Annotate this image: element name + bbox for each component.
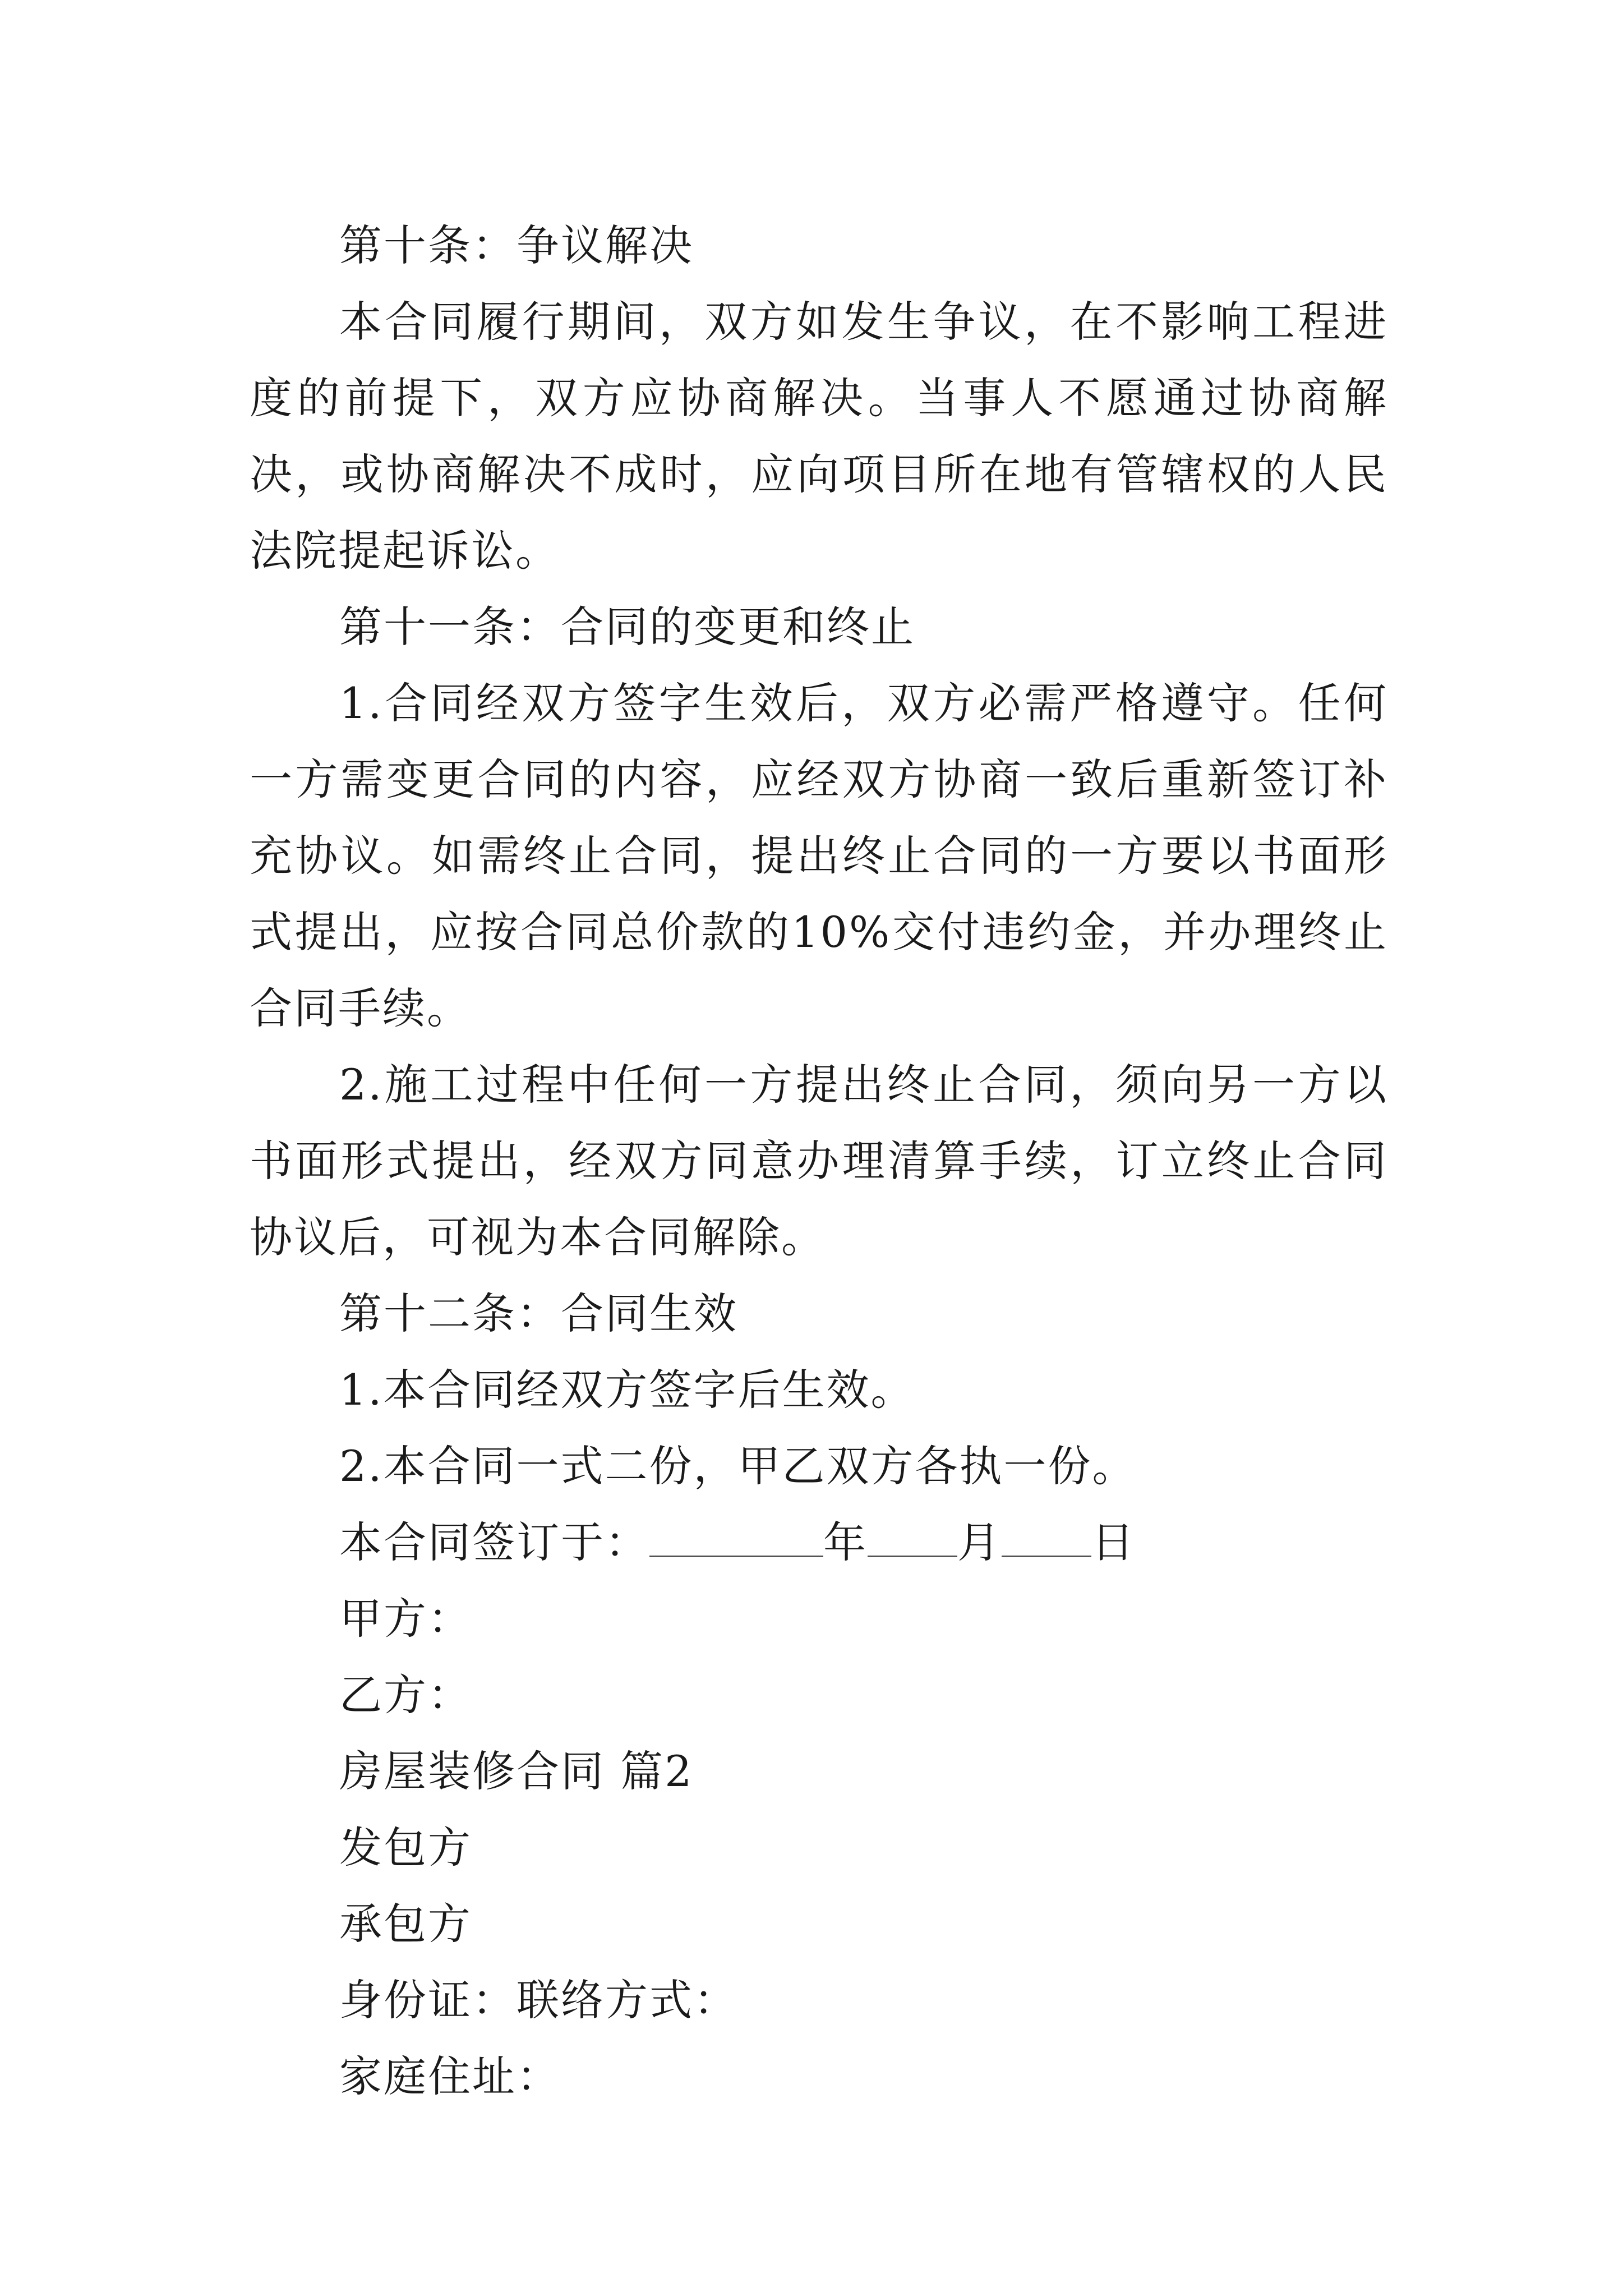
article11-item2: 2.施工过程中任何一方提出终止合同，须向另一方以书面形式提出，经双方同意办理清算手续，订立终止合同协议后，可视为本合同解除。 [250,1060,1388,1262]
article12-item1: 1.本合同经双方签字后生效。 [339,1365,915,1415]
year-blank [649,1516,823,1557]
signing-date-label: 本合同签订于： [339,1517,649,1567]
employer-label: 发包方 [339,1823,472,1872]
article10-body: 本合同履行期间，双方如发生争议，在不影响工程进度的前提下，双方应协商解决。当事人不愿通过协商解决，或协商解决不成时，应向项目所在地有管辖权的人民法院提起诉讼。 [250,297,1388,576]
day-label: 日 [1091,1517,1136,1567]
article11-item1: 1.合同经双方签字生效后，双方必需严格遵守。任何一方需变更合同的内容，应经双方协商一致后重新签订补充协议。如需终止合同，提出终止合同的一方要以书面形式提出，应按合同总价款的10%交付违约金，并办理终止合同手续。 [250,678,1388,1033]
article11-heading: 第十一条：合同的变更和终止 [339,602,915,652]
article12-item2: 2.本合同一式二份，甲乙双方各执一份。 [339,1441,1137,1491]
party-b-label: 乙方： [339,1670,472,1720]
contractor-label: 承包方 [339,1899,472,1949]
article10-heading: 第十条：争议解决 [339,220,694,270]
party-a-label: 甲方： [339,1594,472,1644]
document-body [250,208,1388,2115]
section2-title: 房屋装修合同 篇2 [339,1746,694,1796]
article12-heading: 第十二条：合同生效 [339,1289,738,1338]
signing-date-line [250,1504,1388,1581]
id-contact-label: 身份证：联络方式： [339,1975,738,2025]
month-label: 月 [957,1517,1002,1567]
month-blank [868,1516,957,1557]
home-address-label: 家庭住址： [339,2051,561,2101]
year-label: 年 [823,1517,868,1567]
day-blank [1002,1516,1091,1557]
